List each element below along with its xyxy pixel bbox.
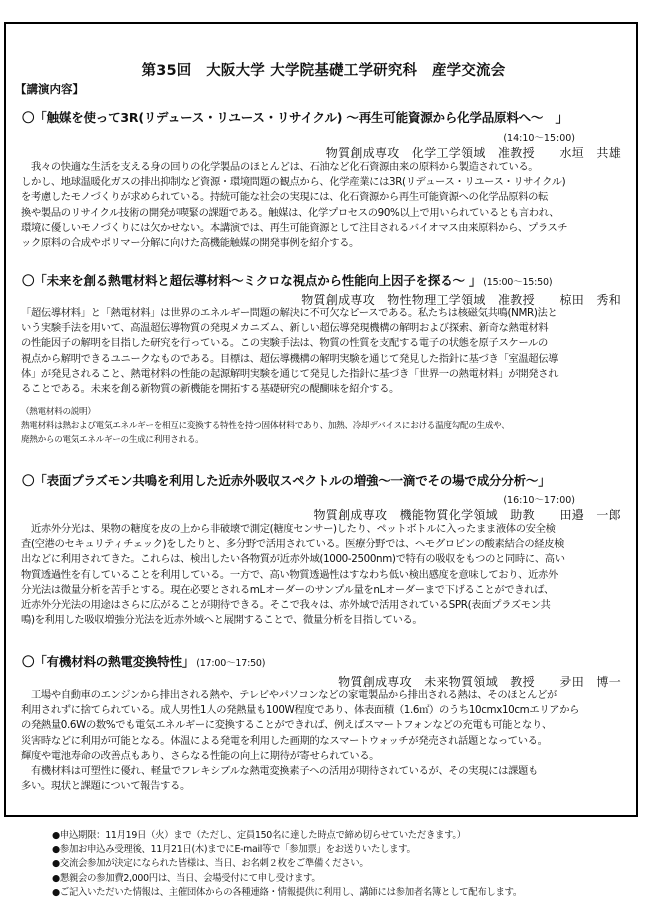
- body-line: 環境に優しいモノづくりには欠かせない。本講演では、再生可能資源として注目されるバイオマス由来原料から、プラスチ: [21, 221, 568, 234]
- body-line: 視点から解明できるユニークなものである。目標は、超伝導機構の解明実験を通じて発見した指針に基づき「室温超伝導: [21, 352, 559, 365]
- talk-4-body: [21, 688, 633, 794]
- body-line: 有機材料は可塑性に優れ、軽量でフレキシブルな熱電変換素子への活用が期待されているが、その実現には課題も: [21, 765, 538, 778]
- talk-4-time: (17:00～17:50): [196, 658, 266, 669]
- body-line: の発熱量0.6Wの数%でも電気エネルギーに変換することができれば、例えばスマートフォンなどの充電も可能となり、: [21, 719, 552, 732]
- talk-2-body: [21, 306, 633, 397]
- talk-4-title: [22, 652, 265, 670]
- footer-item: ●申込期限：11月19日（火）まで（ただし、定員150名に達した時点で締め切らせていただきます。）: [52, 830, 466, 841]
- body-line: 査(空港のセキュリティチェック)をしたりと、多分野で活用されている。医療分野では、ヘモグロビンの酸素結合の経皮検: [21, 538, 565, 551]
- talk-2-speaker: 物質創成専攻 物性物理工学領域 准教授 椋田 秀和: [301, 293, 621, 307]
- note-line: 熱電材料は熱および電気エネルギーを相互に変換する特性を持つ固体材料であり、加熱、冷却デバイスにおける温度勾配の生成や、: [21, 421, 510, 431]
- body-line: 利用されずに捨てられている。成人男性1人の発熱量も100W程度であり、体表面積（1.6㎡）のうち10cmx10cmエリアから: [21, 704, 580, 717]
- body-line: を考慮したモノづくりが求められている。持続可能な社会の実現には、化石資源から再生可能資源への化学品原料の転: [21, 191, 549, 204]
- talk-3-title: 〇「表面プラズモン共鳴を利用した近赤外吸収スペクトルの増強～一滴でその場で成分分析～」: [22, 473, 551, 488]
- talk-3-time: (16:10～17:00): [503, 495, 575, 506]
- footer-item: ●参加お申込み受理後、11月21日(木)までにE-mail等で「参加票」をお送りいたします。: [52, 844, 416, 856]
- footer-item: ●交流会参加が決定になられた皆様は、当日、お名刺２枚をご準備ください。: [52, 858, 369, 870]
- body-line: 近赤外分光法の用途はさらに広がることが期待できる。そこで我々は、赤外域で活用されているSPR(表面プラズモン共: [21, 599, 551, 612]
- footer-item: ●懇親会の参加費2,000円は、当日、会場受付にて申し受けます。: [52, 872, 321, 884]
- talk-1-body: [21, 160, 633, 251]
- talk-2-time: (15:00～15:50): [483, 277, 553, 288]
- body-line: の性能因子の解明を目指した研究を行っている。この実験手法は、物質の性質を支配する電子の状態を原子スケールの: [21, 337, 548, 350]
- body-line: 「超伝導材料」と「熱電材料」は世界のエネルギー問題の解決に不可欠なピースである。私たちは核磁気共鳴(NMR)法と: [21, 307, 558, 319]
- body-line: 我々の快適な生活を支える身の回りの化学製品のほとんどは、石油など化石資源由来の原料から製造されている。: [21, 161, 539, 173]
- talk-2-note: [21, 405, 631, 447]
- footer-item: ●ご記入いただいた情報は、主催団体からの各種連絡・情報提供に利用し、講師には参加者名簿として配布します。: [52, 886, 522, 898]
- talk-3-body: [21, 522, 633, 628]
- footer-notes: [52, 829, 522, 900]
- body-line: ることである。未来を創る新物質の新機能を開拓する基礎研究の醍醐味を紹介する。: [21, 383, 399, 396]
- talk-1-time: (14:10～15:00): [503, 133, 575, 144]
- body-line: ック原料の合成やポリマー分解に向けた高機能触媒の開発事例を紹介する。: [21, 237, 359, 250]
- body-line: 鳴)を利用した吸収増強分光法を近赤外域へと展開することで、微量分析を目指している。: [21, 614, 423, 627]
- talk-4-speaker: 物質創成専攻 未来物質領域 教授 夛田 博一: [338, 675, 621, 689]
- body-line: いう実験手法を用いて、高温超伝導物質の発現メカニズム、新しい超伝導発現機構の解明および探索、新奇な熱電材料: [21, 322, 549, 335]
- body-line: 輝度や電池寿命の改善点もあり、さらなる性能の向上に期待が寄せられている。: [21, 749, 380, 762]
- talk-4-title-text: 〇「有機材料の熱電変換特性」: [22, 654, 195, 669]
- body-line: 近赤外分光は、果物の糖度を皮の上から非破壊で測定(糖度センサー)したり、ペットボトルに入ったまま液体の安全検: [21, 523, 556, 535]
- body-line: しかし、地球温暖化ガスの排出抑制など資源・環境問題の観点から、化学産業には3R(リデュース・リユース・リサイクル): [21, 176, 566, 189]
- body-line: 分光法は微量分析を苦手とする。現在必要とされるmLオーダーのサンプル量をnLオーダーまで下げることができれば、: [21, 583, 554, 596]
- body-line: 工場や自動車のエンジンから排出される熱や、テレビやパソコンなどの家電製品から排出される熱は、そのほとんどが: [21, 689, 557, 701]
- body-line: 出などに利用されてきた。これらは、検出したい各物質が近赤外域(1000-2500nm)で特有の吸収をもつのと同時に、高い: [21, 553, 565, 566]
- body-line: 物質透過性を有していることを利用している。一方で、高い物質透過性はすなわち低い検出感度を意味しており、近赤外: [21, 568, 558, 581]
- note-heading: （熱電材料の説明）: [21, 407, 96, 417]
- body-line: 災害時などに利用が可能となる。体温による発電を利用した画期的なスマートウォッチが発売され話題となっている。: [21, 734, 548, 747]
- talk-3-speaker: 物質創成専攻 機能物質化学領域 助教 田邉 一郎: [313, 508, 621, 522]
- talk-1-speaker: 物質創成専攻 化学工学領域 准教授 水垣 共雄: [325, 146, 621, 160]
- note-line: 廃熱からの電気エネルギーの生成に利用される。: [21, 435, 204, 445]
- talk-1-title: 〇「触媒を使って3R(リデュース・リユース・リサイクル) ～再生可能資源から化学品原料へ～ 」: [22, 110, 568, 125]
- section-label: 【講演内容】: [15, 82, 84, 96]
- page-title: 第35回 大阪大学 大学院基礎工学研究科 産学交流会: [141, 63, 506, 79]
- body-line: 換や製品のリサイクル技術の開発が喫緊の課題である。触媒は、化学プロセスの90%以上で用いられているとも言われ、: [21, 206, 560, 219]
- body-line: 体」が発見されること、熱電材料の性能の起源解明実験を通じて発見した指針に基づき「世界一の熱電材料」が開発され: [21, 367, 559, 380]
- talk-2-title-text: 〇「未来を創る熱電材料と超伝導材料～ミクロな視点から性能向上因子を探る～ 」: [22, 273, 482, 288]
- body-line: 多い。現状と課題について報告する。: [21, 780, 190, 793]
- talk-2-title: [22, 271, 552, 289]
